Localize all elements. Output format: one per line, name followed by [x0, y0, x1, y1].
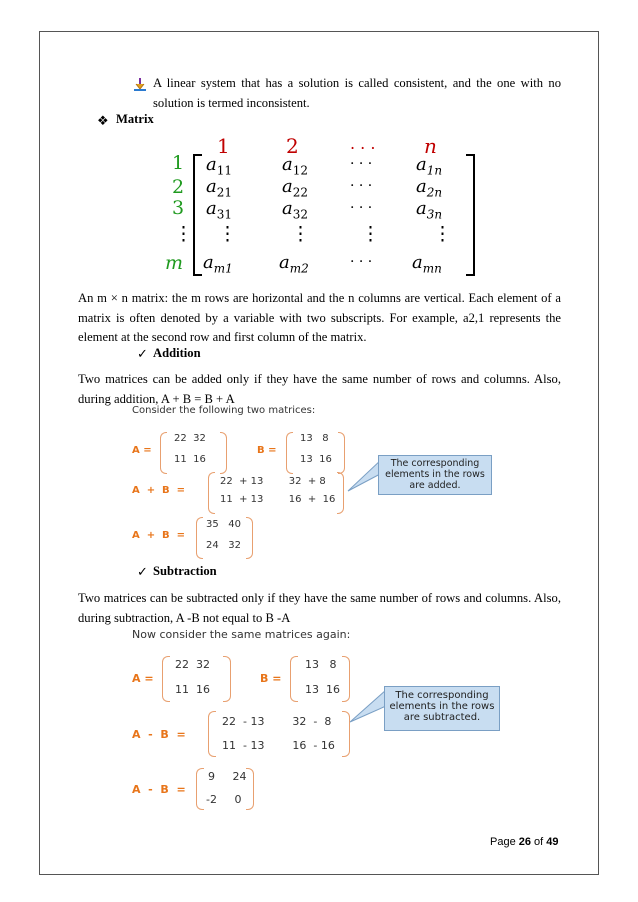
sum-left-paren: [208, 472, 215, 514]
callout-pointer: [348, 686, 388, 726]
difference-label: A - B =: [132, 728, 186, 741]
matrix-cell: ⋮: [291, 223, 310, 245]
matrix-col-label: . . .: [350, 134, 376, 153]
sum-row: 22 + 13 32 + 8: [220, 476, 326, 487]
matrix-cell: $a_{22}$: [282, 176, 309, 200]
subtraction-callout: The corresponding elements in the rows are subtracted.: [384, 686, 500, 731]
matrix-a-row: 22 32: [175, 658, 210, 671]
result-right-paren: [246, 517, 253, 559]
matrix-cell: · · ·: [350, 254, 373, 270]
matrix-heading: Matrix: [116, 112, 154, 126]
result-left-paren: [196, 517, 203, 559]
matrix-cell: $a_{31}$: [206, 198, 233, 222]
diamond-bullet-icon: ❖: [97, 113, 109, 128]
matrix-a-right-paren: [220, 432, 227, 474]
consistent-bullet-text: A linear system that has a solution is called consistent, and the one with no solution is termed inconsistent.: [153, 76, 561, 110]
result-row: -2 0: [206, 793, 242, 806]
matrix-row-label: 2: [172, 176, 185, 198]
matrix-b-right-paren: [338, 432, 345, 474]
matrix-row-label: m: [165, 252, 184, 274]
matrix-cell: · · ·: [350, 156, 373, 172]
addition-slide: [120, 405, 520, 560]
result-row: 35 40: [206, 519, 241, 530]
matrix-a-right-paren: [223, 656, 231, 702]
matrix-cell: $a_{mn}$: [412, 252, 442, 276]
matrix-cell: · · ·: [350, 178, 373, 194]
matrix-figure: [160, 134, 490, 274]
matrix-col-label: 2: [286, 134, 299, 158]
matrix-paragraph: An m × n matrix: the m rows are horizontal and the n columns are vertical. Each element of a matrix is often denoted by a variable with two subscripts. For example, a2,1 represents the element at the second row and first column of the matrix.: [78, 291, 561, 344]
result-row: 9 24: [208, 770, 247, 783]
matrix-cell: $a_{2n}$: [416, 176, 443, 200]
result-right-paren: [246, 768, 254, 810]
matrix-b-row: 13 16: [305, 683, 340, 696]
matrix-b-row: 13 8: [300, 433, 329, 444]
addition-paragraph: Two matrices can be added only if they have the same number of rows and columns. Also, during addition, A + B = B + A: [78, 372, 561, 406]
footer-middle: of: [531, 836, 547, 848]
matrix-b-row: 13 16: [300, 454, 332, 465]
matrix-a-label: A =: [132, 445, 152, 456]
subtraction-paragraph: Two matrices can be subtracted only if they have the same number of rows and columns. Also, during subtraction, A -B not equal to B -A: [78, 591, 561, 625]
subtraction-intro: Now consider the same matrices again:: [132, 628, 351, 641]
page-footer: [490, 836, 559, 848]
result-row: 24 32: [206, 540, 241, 551]
matrix-a-left-paren: [162, 656, 170, 702]
result-left-paren: [196, 768, 204, 810]
matrix-a-row: 22 32: [174, 433, 206, 444]
matrix-b-left-paren: [290, 656, 298, 702]
matrix-cell: $a_{11}$: [206, 154, 233, 178]
bullet-icon: [133, 77, 147, 91]
matrix-cell: $a_{12}$: [282, 154, 309, 178]
matrix-cell: ⋮: [361, 223, 380, 245]
footer-total-pages: 49: [546, 836, 559, 848]
matrix-row-label: 3: [172, 197, 185, 219]
addition-heading: Addition: [153, 346, 201, 360]
result-label: A - B =: [132, 783, 186, 796]
matrix-cell: $a_{m1}$: [203, 252, 233, 276]
matrix-cell: $a_{32}$: [282, 198, 309, 222]
matrix-cell: · · ·: [350, 200, 373, 216]
difference-left-paren: [208, 711, 216, 757]
matrix-row-label: 1: [172, 152, 185, 174]
footer-page-number: 26: [518, 836, 531, 848]
sum-right-paren: [337, 472, 344, 514]
matrix-a-left-paren: [160, 432, 167, 474]
matrix-cell: $a_{3n}$: [416, 198, 443, 222]
difference-row: 11 - 13 16 - 16: [222, 739, 335, 752]
footer-prefix: Page: [490, 836, 519, 848]
sum-label: A + B =: [132, 485, 186, 496]
matrix-b-row: 13 8: [305, 658, 337, 671]
difference-row: 22 - 13 32 - 8: [222, 715, 332, 728]
matrix-a-label: A =: [132, 672, 154, 685]
matrix-row-label: ⋮: [174, 223, 193, 245]
addition-callout: The corresponding elements in the rows are added.: [378, 455, 492, 495]
matrix-col-label: n: [424, 134, 437, 158]
result-label: A + B =: [132, 530, 186, 541]
matrix-cell: ⋮: [218, 223, 237, 245]
matrix-b-label: B =: [257, 445, 277, 456]
matrix-b-label: B =: [260, 672, 282, 685]
checkmark-icon: ✓: [137, 564, 148, 579]
matrix-cell: $a_{21}$: [206, 176, 233, 200]
matrix-col-label: 1: [217, 134, 230, 158]
matrix-cell: $a_{m2}$: [279, 252, 309, 276]
matrix-b-left-paren: [286, 432, 293, 474]
matrix-a-row: 11 16: [175, 683, 210, 696]
sum-row: 11 + 13 16 + 16: [220, 494, 336, 505]
matrix-right-bracket: [466, 154, 475, 276]
subtraction-heading: Subtraction: [153, 564, 217, 578]
matrix-cell: $a_{1n}$: [416, 154, 443, 178]
addition-intro: Consider the following two matrices:: [132, 405, 316, 416]
matrix-a-row: 11 16: [174, 454, 206, 465]
subtraction-slide: [120, 628, 520, 808]
matrix-cell: ⋮: [433, 223, 452, 245]
matrix-left-bracket: [193, 154, 202, 276]
checkmark-icon: ✓: [137, 346, 148, 361]
